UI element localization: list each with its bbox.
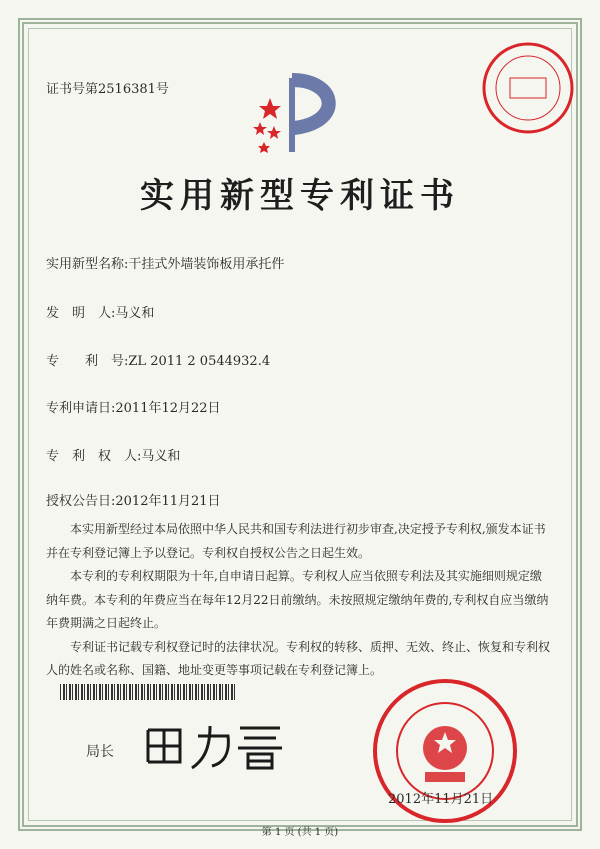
- certificate-body: [46, 518, 551, 683]
- body-paragraph: 本实用新型经过本局依照中华人民共和国专利法进行初步审查,决定授予专利权,颁发本证书并在专利登记簿上予以登记。专利权自授权公告之日起生效。: [46, 522, 546, 560]
- field-filing-date: [46, 397, 221, 416]
- field-label: 实用新型名称:: [46, 257, 129, 272]
- field-value: ZL 2011 2 0544932.4: [128, 354, 271, 369]
- certificate-number: 证书号第2516381号: [46, 82, 169, 97]
- director-label: 局长: [86, 744, 114, 760]
- field-value: 2012年11月21日: [115, 494, 221, 509]
- body-paragraph: 专利证书记载专利权登记时的法律状况。专利权的转移、质押、无效、终止、恢复和专利权人的姓名或名称、国籍、地址变更等事项记载在专利登记簿上。: [46, 639, 551, 677]
- body-paragraph: 本专利的专利权期限为十年,自申请日起算。专利权人应当依照专利法及其实施细则规定缴纳年费。本专利的年费应当在每年12月22日前缴纳。未按照规定缴纳年费的,专利权自应当缴纳年费期满之日起终止。: [46, 569, 549, 630]
- field-label: 授权公告日:: [46, 494, 116, 509]
- sipo-logo-icon: [252, 70, 352, 160]
- field-value: 干挂式外墙装饰板用承托件: [128, 257, 285, 272]
- field-value: 2011年12月22日: [115, 401, 221, 416]
- field-value: 马义和: [141, 449, 181, 464]
- tax-stamp-icon: [480, 40, 576, 136]
- certificate-title: 实用新型专利证书: [140, 176, 460, 216]
- field-label: 专 利 号:: [46, 354, 129, 369]
- page-number: 第 1 页 (共 1 页): [261, 827, 339, 838]
- field-value: 马义和: [115, 306, 155, 321]
- field-grant-date: [46, 490, 221, 509]
- field-patentee: [46, 445, 180, 464]
- signature-date: 2012年11月21日: [388, 792, 494, 807]
- field-label: 专利申请日:: [46, 401, 116, 416]
- field-patent-number: [46, 350, 270, 369]
- field-inventor: [46, 302, 154, 321]
- field-label: 专 利 权 人:: [46, 449, 142, 464]
- barcode: [60, 684, 235, 700]
- field-name: [46, 253, 284, 272]
- field-label: 发 明 人:: [46, 306, 116, 321]
- director-signature-icon: [140, 718, 290, 773]
